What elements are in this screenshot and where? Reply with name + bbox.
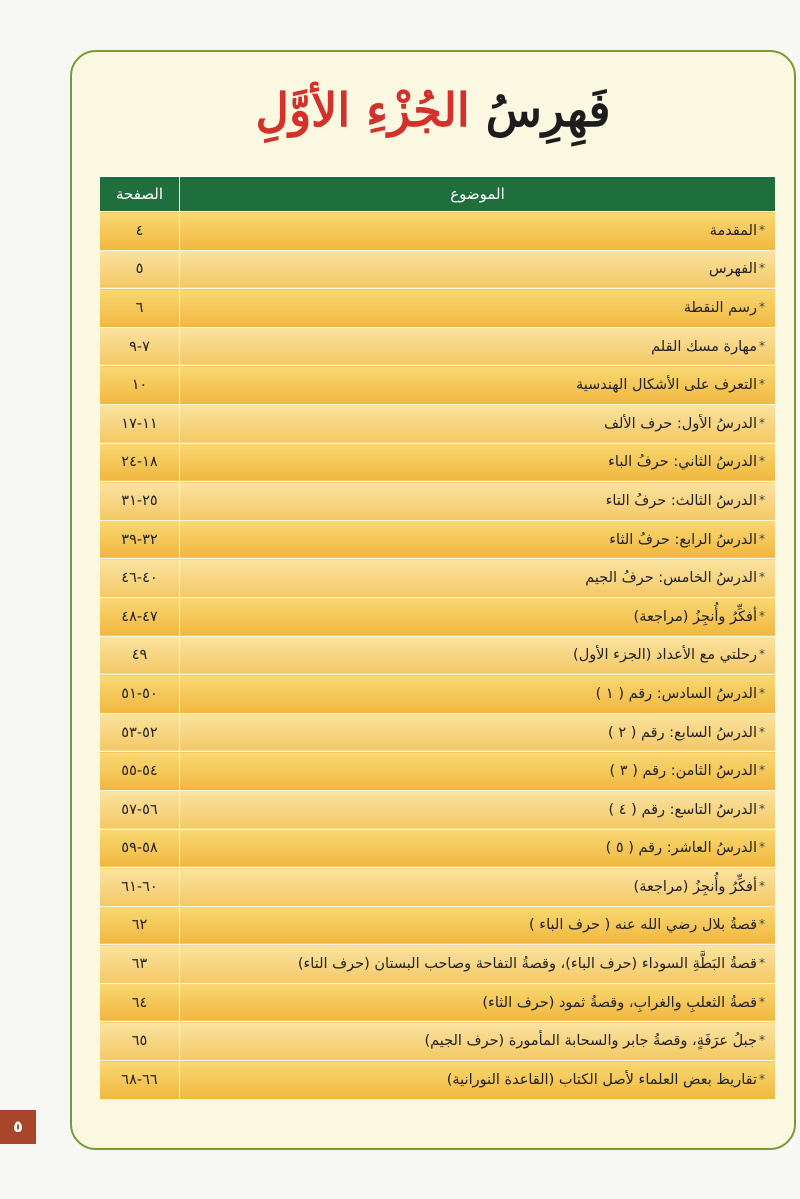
bullet-mark: * [759,570,765,585]
bullet-mark: * [759,878,765,893]
row-topic [180,404,776,443]
row-topic-text: الدرسُ الأول: حرف الألف [603,415,757,432]
row-topic-text: رسم النقطة [683,299,757,316]
table-row [100,675,776,714]
page-title [70,78,796,142]
row-pages: ٣٢-٣٩ [100,520,180,559]
bullet-mark: * [759,685,765,700]
table-row [100,559,776,598]
row-pages: ٤٧-٤٨ [100,597,180,636]
row-topic [180,250,776,289]
row-topic [180,675,776,714]
row-topic [180,289,776,328]
row-pages: ٥٢-٥٣ [100,713,180,752]
row-topic-text: قصةُ الثعلبِ والغرابِ، وقصةُ ثمود (حرف الثاء) [482,994,757,1011]
row-topic [180,520,776,559]
row-topic [180,1061,776,1100]
row-pages: ٦٦-٦٨ [100,1061,180,1100]
bullet-mark: * [759,647,765,662]
row-topic [180,790,776,829]
row-topic-text: الدرسُ الثاني: حرفُ الباء [608,454,757,471]
table-row [100,289,776,328]
bullet-mark: * [759,608,765,623]
row-topic [180,559,776,598]
table-row [100,597,776,636]
row-topic [180,443,776,482]
bullet-mark: * [759,724,765,739]
table-row [100,713,776,752]
row-pages: ٤٠-٤٦ [100,559,180,598]
bullet-mark: * [759,454,765,469]
table-row [100,868,776,907]
row-pages: ٥٤-٥٥ [100,752,180,791]
bullet-mark: * [759,222,765,237]
bullet-mark: * [759,763,765,778]
row-pages: ٦٠-٦١ [100,868,180,907]
row-pages: ١١-١٧ [100,404,180,443]
row-topic [180,636,776,675]
row-topic-text: قصةُ بلال رضي الله عنه ( حرف الباء ) [529,917,757,934]
row-topic-text: الدرسُ الثالث: حرفُ التاء [605,492,757,509]
row-topic [180,597,776,636]
row-topic-text: الفهرس [708,261,757,278]
title-word-part-one: الجُزْءِ الأوَّلِ [255,83,470,137]
row-topic-text: الدرسُ الرابع: حرفُ الثاء [609,531,757,548]
row-topic-text: الدرسُ السادس: رقم ( ١ ) [595,685,757,702]
row-topic-text: الدرسُ الخامس: حرفُ الجيم [585,570,757,587]
bullet-mark: * [759,956,765,971]
table-row [100,945,776,984]
row-topic [180,1022,776,1061]
row-pages: ٥٦-٥٧ [100,790,180,829]
bullet-mark: * [759,492,765,507]
row-topic [180,752,776,791]
row-pages: ٤٩ [100,636,180,675]
row-pages: ٦ [100,289,180,328]
table-row [100,482,776,521]
bullet-mark: * [759,1072,765,1087]
row-topic [180,482,776,521]
row-pages: ٥٠-٥١ [100,675,180,714]
row-pages: ٦٥ [100,1022,180,1061]
table-row [100,1022,776,1061]
bullet-mark: * [759,917,765,932]
header-topic: الموضوع [180,177,776,212]
bullet-mark: * [759,531,765,546]
header-page: الصفحة [100,177,180,212]
bullet-mark: * [759,415,765,430]
row-topic [180,868,776,907]
row-topic-text: جبلُ عرَفَةٍ، وقصةُ جابر والسحابة المأمورة (حرف الجيم) [424,1033,757,1050]
index-table [99,176,776,1100]
row-topic-text: الدرسُ العاشر: رقم ( ٥ ) [605,840,757,857]
row-pages: ٢٥-٣١ [100,482,180,521]
table-row [100,636,776,675]
row-topic-text: الدرسُ السابع: رقم ( ٢ ) [608,724,757,741]
table-row [100,443,776,482]
bullet-mark: * [759,1033,765,1048]
row-pages: ٥ [100,250,180,289]
row-topic-text: قصةُ البَطَّةِ السوداء (حرف الباء)، وقصةُ التفاحة وصاحب البستان (حرف التاء) [297,956,757,973]
bullet-mark: * [759,299,765,314]
table-row [100,250,776,289]
bullet-mark: * [759,261,765,276]
title-word-index: فَهِرِسُ [485,83,611,137]
table-row [100,906,776,945]
row-topic [180,945,776,984]
row-topic-text: التعرف على الأشكال الهندسية [575,377,757,394]
row-topic [180,829,776,868]
table-row [100,752,776,791]
row-topic-text: الدرسُ الثامن: رقم ( ٣ ) [609,763,757,780]
table-row [100,212,776,251]
row-pages: ٦٣ [100,945,180,984]
row-pages: ١٠ [100,366,180,405]
row-topic-text: تقاريظ بعض العلماء لأصل الكتاب (القاعدة النورانية) [446,1072,757,1089]
row-topic-text: أفكِّرُ وأُنجِزُ (مراجعة) [633,608,757,625]
row-topic [180,906,776,945]
table-row [100,983,776,1022]
row-topic-text: مهارة مسك القلم [651,338,757,355]
table-row [100,829,776,868]
table-row [100,790,776,829]
bullet-mark: * [759,801,765,816]
row-pages: ٦٤ [100,983,180,1022]
row-pages: ١٨-٢٤ [100,443,180,482]
table-row [100,404,776,443]
row-topic-text: رحلتي مع الأعداد (الجزء الأول) [573,647,757,664]
table-row [100,520,776,559]
table-row [100,366,776,405]
row-topic [180,327,776,366]
page-number-badge: ٥ [0,1110,36,1144]
table-row [100,1061,776,1100]
row-pages: ٧-٩ [100,327,180,366]
row-pages: ٥٨-٥٩ [100,829,180,868]
row-pages: ٦٢ [100,906,180,945]
row-topic [180,212,776,251]
bullet-mark: * [759,994,765,1009]
table-row [100,327,776,366]
row-topic [180,983,776,1022]
row-topic-text: أفكِّرُ وأُنجِزُ (مراجعة) [633,878,757,895]
bullet-mark: * [759,840,765,855]
table-header-row [100,177,776,212]
row-pages: ٤ [100,212,180,251]
row-topic-text: المقدمة [709,222,757,239]
bullet-mark: * [759,377,765,392]
bullet-mark: * [759,338,765,353]
row-topic [180,713,776,752]
row-topic-text: الدرسُ التاسع: رقم ( ٤ ) [608,801,757,818]
row-topic [180,366,776,405]
